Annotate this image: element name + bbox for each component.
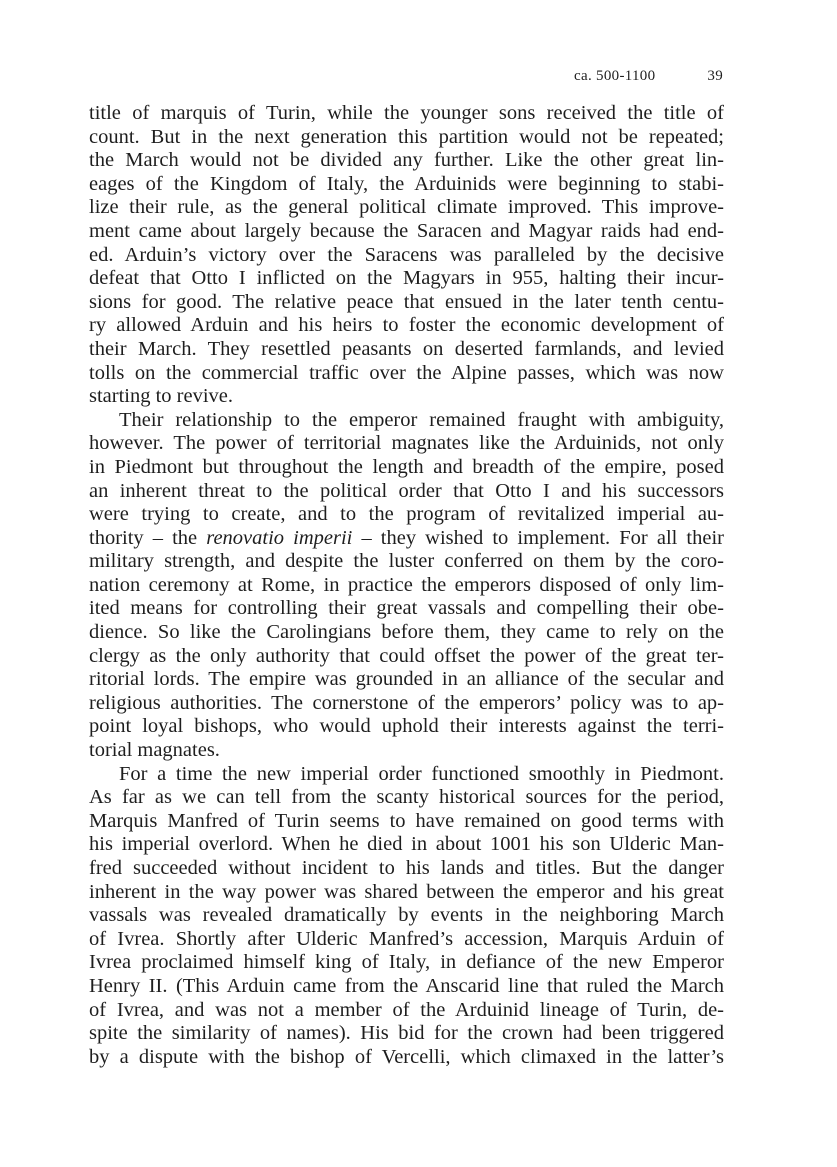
text-line: however. The power of territorial magnates like the Arduinids, not only [89, 432, 724, 455]
text-line: lize their rule, as the general political climate improved. This improve- [89, 196, 724, 219]
text-line: defeat that Otto I inflicted on the Magyars in 955, halting their incur- [89, 267, 724, 290]
text-line: clergy as the only authority that could offset the power of the great ter- [89, 644, 724, 667]
text-line: As far as we can tell from the scanty historical sources for the period, [89, 786, 724, 809]
text-line: of Ivrea, and was not a member of the Arduinid lineage of Turin, de- [89, 998, 724, 1021]
italic-phrase: renovatio imperii [206, 526, 353, 549]
text-line: eages of the Kingdom of Italy, the Arduinids were beginning to stabi- [89, 172, 724, 195]
text-line: vassals was revealed dramatically by events in the neighboring March [89, 904, 724, 927]
text-line: an inherent threat to the political order that Otto I and his successors [89, 479, 724, 502]
text-line: sions for good. The relative peace that ensued in the later tenth centu- [89, 290, 724, 313]
text-fragment: – they wished to implement. For all their [352, 526, 724, 549]
text-line: Their relationship to the emperor remained fraught with ambiguity, [119, 408, 724, 431]
text-line: military strength, and despite the luster conferred on them by the coro- [89, 550, 724, 573]
body-text [89, 102, 724, 1069]
text-line: religious authorities. The cornerstone of the emperors’ policy was to ap- [89, 691, 724, 714]
text-line: ritorial lords. The empire was grounded in an alliance of the secular and [89, 668, 724, 691]
page-number: 39 [707, 68, 723, 84]
text-line: Marquis Manfred of Turin seems to have remained on good terms with [89, 809, 724, 832]
text-line: the March would not be divided any further. Like the other great lin- [89, 149, 724, 172]
text-line: point loyal bishops, who would uphold their interests against the terri- [89, 715, 724, 738]
text-line: spite the similarity of names). His bid for the crown had been triggered [89, 1022, 724, 1045]
text-line: were trying to create, and to the program of revitalized imperial au- [89, 503, 724, 526]
text-line: starting to revive. [89, 385, 234, 408]
text-line: their March. They resettled peasants on deserted farmlands, and levied [89, 337, 724, 360]
text-line: title of marquis of Turin, while the younger sons received the title of [89, 102, 724, 124]
text-line: Ivrea proclaimed himself king of Italy, in defiance of the new Emperor [89, 951, 724, 974]
text-line: by a dispute with the bishop of Vercelli, which climaxed in the latter’s [89, 1045, 724, 1068]
text-line: his imperial overlord. When he died in about 1001 his son Ulderic Man- [89, 833, 724, 856]
text-line: fred succeeded without incident to his lands and titles. But the danger [89, 857, 724, 879]
text-line: in Piedmont but throughout the length and breadth of the empire, posed [89, 455, 724, 478]
text-line: of Ivrea. Shortly after Ulderic Manfred’s accession, Marquis Arduin of [89, 927, 724, 950]
text-line: count. But in the next generation this partition would not be repeated; [89, 125, 724, 148]
text-line: ited means for controlling their great vassals and compelling their obe- [89, 597, 724, 620]
text-line: nation ceremony at Rome, in practice the emperors disposed of only lim- [89, 573, 724, 596]
text-line: tolls on the commercial traffic over the Alpine passes, which was now [89, 361, 724, 384]
text-line: ed. Arduin’s victory over the Saracens was paralleled by the decisive [89, 243, 724, 266]
text-line: ry allowed Arduin and his heirs to foster the economic development of [89, 314, 724, 337]
running-head [0, 68, 723, 85]
text-line: For a time the new imperial order functioned smoothly in Piedmont. [119, 762, 724, 785]
text-line: inherent in the way power was shared between the emperor and his great [89, 880, 724, 903]
text-line: torial magnates. [89, 739, 220, 762]
text-line: Henry II. (This Arduin came from the Anscarid line that ruled the March [89, 974, 724, 997]
text-line: ment came about largely because the Saracen and Magyar raids had end- [89, 219, 724, 242]
text-line [89, 527, 724, 551]
text-fragment: thority – the [89, 526, 207, 549]
text-line: dience. So like the Carolingians before them, they came to rely on the [89, 621, 724, 644]
running-title: ca. 500-1100 [574, 68, 656, 84]
